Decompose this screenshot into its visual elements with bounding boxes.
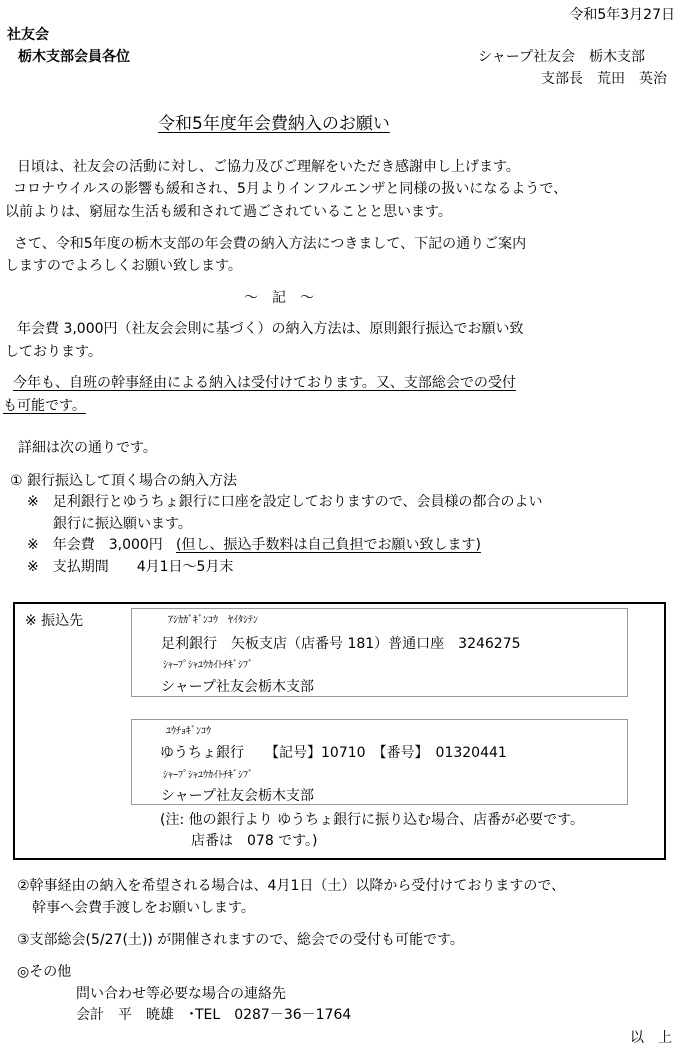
contact-label: 問い合わせ等必要な場合の連絡先 [76, 986, 286, 1002]
recipients: 栃木支部会員各位 [18, 49, 130, 65]
section2-line: ②幹事経由の納入を希望される場合は、4月1日（土）以降から受付けておりますので、 [17, 878, 566, 894]
transfer-note: 店番は 078 です。) [191, 833, 318, 849]
date: 令和5年3月27日 [569, 7, 675, 23]
contact-info: 会計 平 暁雄 ･TEL 0287－36－1764 [76, 1007, 352, 1023]
bank1-kana: ｱｼｶｶﾞｷﾞﾝｺｳ ﾔｲﾀｼﾃﾝ [168, 615, 258, 626]
transfer-note: (注: 他の銀行より ゆうちょ銀行に振り込む場合、店番が必要です。 [160, 812, 584, 828]
sender-organization: シャープ社友会 栃木支部 [478, 49, 646, 65]
bank2-holder-kana: ｼｬｰﾌﾟｼｬﾕｳｶｲﾄﾁｷﾞｼﾌﾞ [163, 770, 253, 781]
transfer-label: ※ 振込先 [25, 613, 84, 629]
bank1-line: 足利銀行 矢板支店（店番号 181）普通口座 3246275 [161, 636, 521, 652]
intro-line: さて、令和5年度の栃木支部の年会費の納入方法につきまして、下記の通りご案内 [14, 236, 527, 252]
bank1-holder-kana: ｼｬｰﾌﾟｼｬﾕｳｶｲﾄﾁｷﾞｼﾌﾞ [163, 660, 253, 671]
sender-person: 支部長 荒田 英治 [541, 71, 667, 87]
details-intro: 詳細は次の通りです。 [18, 440, 157, 456]
section1-item: ※ 支払期間 4月1日～5月末 [27, 559, 234, 575]
bank2-holder: シャープ社友会栃木支部 [161, 788, 315, 804]
fee-paragraph-line: 年会費 3,000円（社友会会則に基づく）の納入方法は、原則銀行振込でお願い致 [17, 321, 524, 337]
section2-line: 幹事へ会費手渡しをお願いします。 [32, 900, 255, 916]
section1-heading: ① 銀行振込して頂く場合の納入方法 [10, 473, 238, 489]
ki-heading: ～ 記 ～ [244, 290, 314, 306]
bank1-holder: シャープ社友会栃木支部 [161, 679, 315, 695]
intro-line: 日頃は、社友会の活動に対し、ご協力及びご理解をいただき感謝申し上げます。 [17, 159, 520, 175]
intro-line: しますのでよろしくお願い致します。 [5, 258, 242, 274]
section1-item: 銀行に振込願います。 [53, 516, 192, 532]
bank2-kana: ﾕｳﾁｮｷﾞﾝｺｳ [166, 726, 211, 737]
section4-heading: ◎その他 [17, 964, 72, 980]
fee-paragraph-line: しております。 [5, 344, 102, 360]
page-title: 令和5年度年会費納入のお願い [158, 114, 390, 134]
fee-note: (但し、振込手数料は自己負担でお願い致します) [176, 537, 481, 553]
notice-line: も可能です。 [3, 398, 86, 414]
closing: 以 上 [630, 1030, 672, 1046]
intro-line: 以前よりは、窮屈な生活も緩和されて過ごされていることと思います。 [5, 204, 452, 220]
section3-line: ③支部総会(5/27(土)) が開催されますので、総会での受付も可能です。 [17, 932, 464, 948]
section1-item: ※ 足利銀行とゆうちょ銀行に口座を設定しておりますので、会員様の都合のよい [27, 494, 543, 510]
intro-line: コロナウイルスの影響も緩和され、5月よりインフルエンザと同様の扱いになるようで、 [13, 181, 568, 197]
organization-name: 社友会 [7, 27, 49, 43]
bank2-line: ゆうちょ銀行 【記号】10710 【番号】 01320441 [160, 745, 507, 761]
section1-item: ※ 年会費 3,000円 [27, 537, 163, 553]
notice-line: 今年も、自班の幹事経由による納入は受付けております。又、支部総会での受付 [13, 375, 516, 391]
